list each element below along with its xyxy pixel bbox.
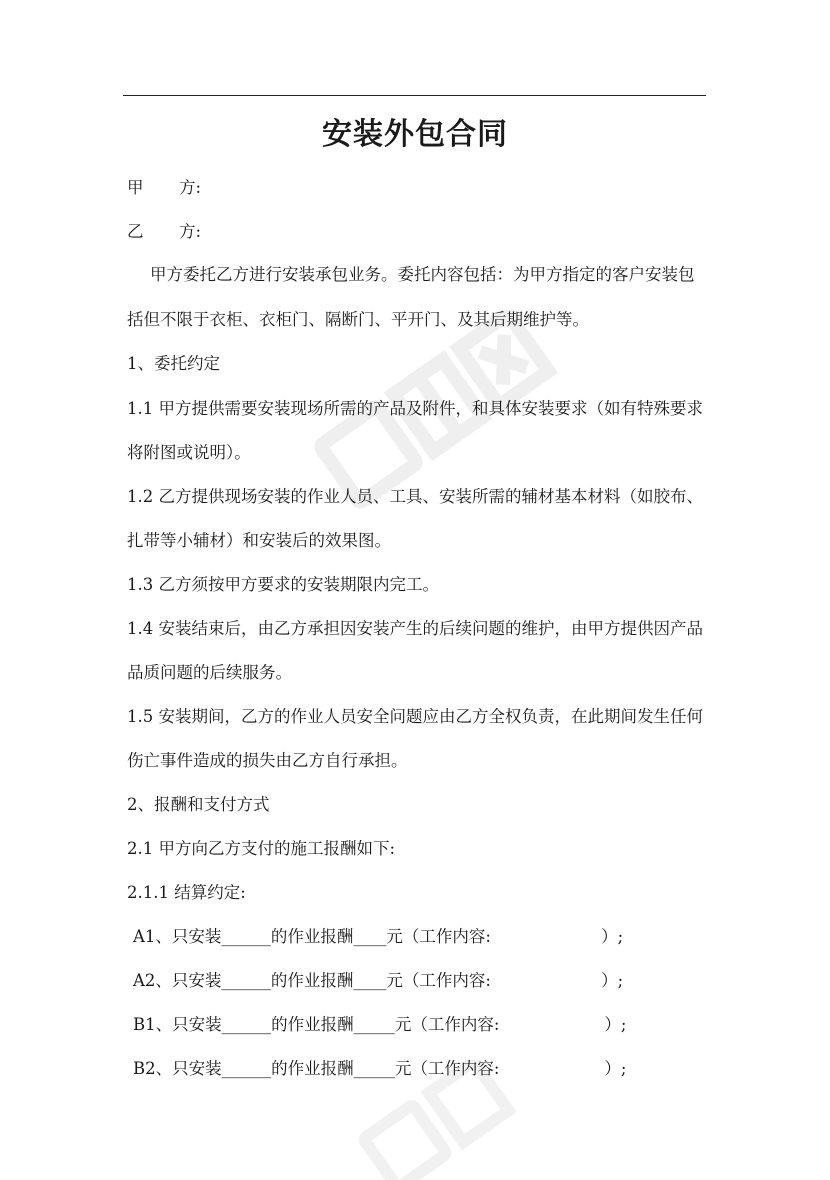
document-title: 安装外包合同: [322, 117, 508, 152]
clause-1-5-line-2: 伤亡事件造成的损失由乙方自行承担。: [127, 751, 408, 770]
rate-line-b2: B2、只安装______的作业报酬_____元（工作内容: ）;: [133, 1059, 627, 1078]
party-b-line: [127, 220, 201, 244]
party-a-line: [127, 176, 201, 200]
party-a-suffix: 方:: [179, 178, 202, 197]
rate-line-a2: A2、只安装______的作业报酬____元（工作内容: ）;: [133, 971, 624, 990]
party-a-label: 甲: [127, 178, 144, 197]
party-b-suffix: 方:: [179, 222, 202, 241]
clause-1-3: 1.3 乙方须按甲方要求的安装期限内完工。: [127, 575, 439, 594]
clause-1-1-line-2: 将附图或说明）。: [127, 443, 251, 462]
header-rule: [123, 95, 706, 96]
clause-1-4-line-1: 1.4 安装结束后，由乙方承担因安装产生的后续问题的维护，由甲方提供因产品: [127, 619, 703, 638]
clause-1-1-line-1: 1.1 甲方提供需要安装现场所需的产品及附件，和具体安装要求（如有特殊要求: [127, 399, 703, 418]
rate-line-b1: B1、只安装______的作业报酬_____元（工作内容: ）;: [133, 1015, 627, 1034]
section-2-heading: 2、报酬和支付方式: [127, 795, 270, 814]
clause-2-1-1: 2.1.1 结算约定:: [127, 883, 246, 902]
party-b-label: 乙: [127, 222, 144, 241]
clause-1-2-line-2: 扎带等小辅材）和安装后的效果图。: [127, 531, 391, 550]
clause-2-1: 2.1 甲方向乙方支付的施工报酬如下:: [127, 839, 396, 858]
intro-paragraph-line-1: 甲方委托乙方进行安装承包业务。委托内容包括：为甲方指定的客户安装包: [150, 265, 695, 284]
clause-1-2-line-1: 1.2 乙方提供现场安装的作业人员、工具、安装所需的辅材基本材料（如胶布、: [127, 487, 703, 506]
intro-paragraph-line-2: 括但不限于衣柜、衣柜门、隔断门、平开门、及其后期维护等。: [127, 310, 589, 329]
rate-line-a1: A1、只安装______的作业报酬____元（工作内容: ）;: [133, 927, 624, 946]
section-1-heading: 1、委托约定: [127, 354, 220, 373]
clause-1-5-line-1: 1.5 安装期间，乙方的作业人员安全问题应由乙方全权负责，在此期间发生任何: [127, 707, 703, 726]
clause-1-4-line-2: 品质问题的后续服务。: [127, 663, 292, 682]
